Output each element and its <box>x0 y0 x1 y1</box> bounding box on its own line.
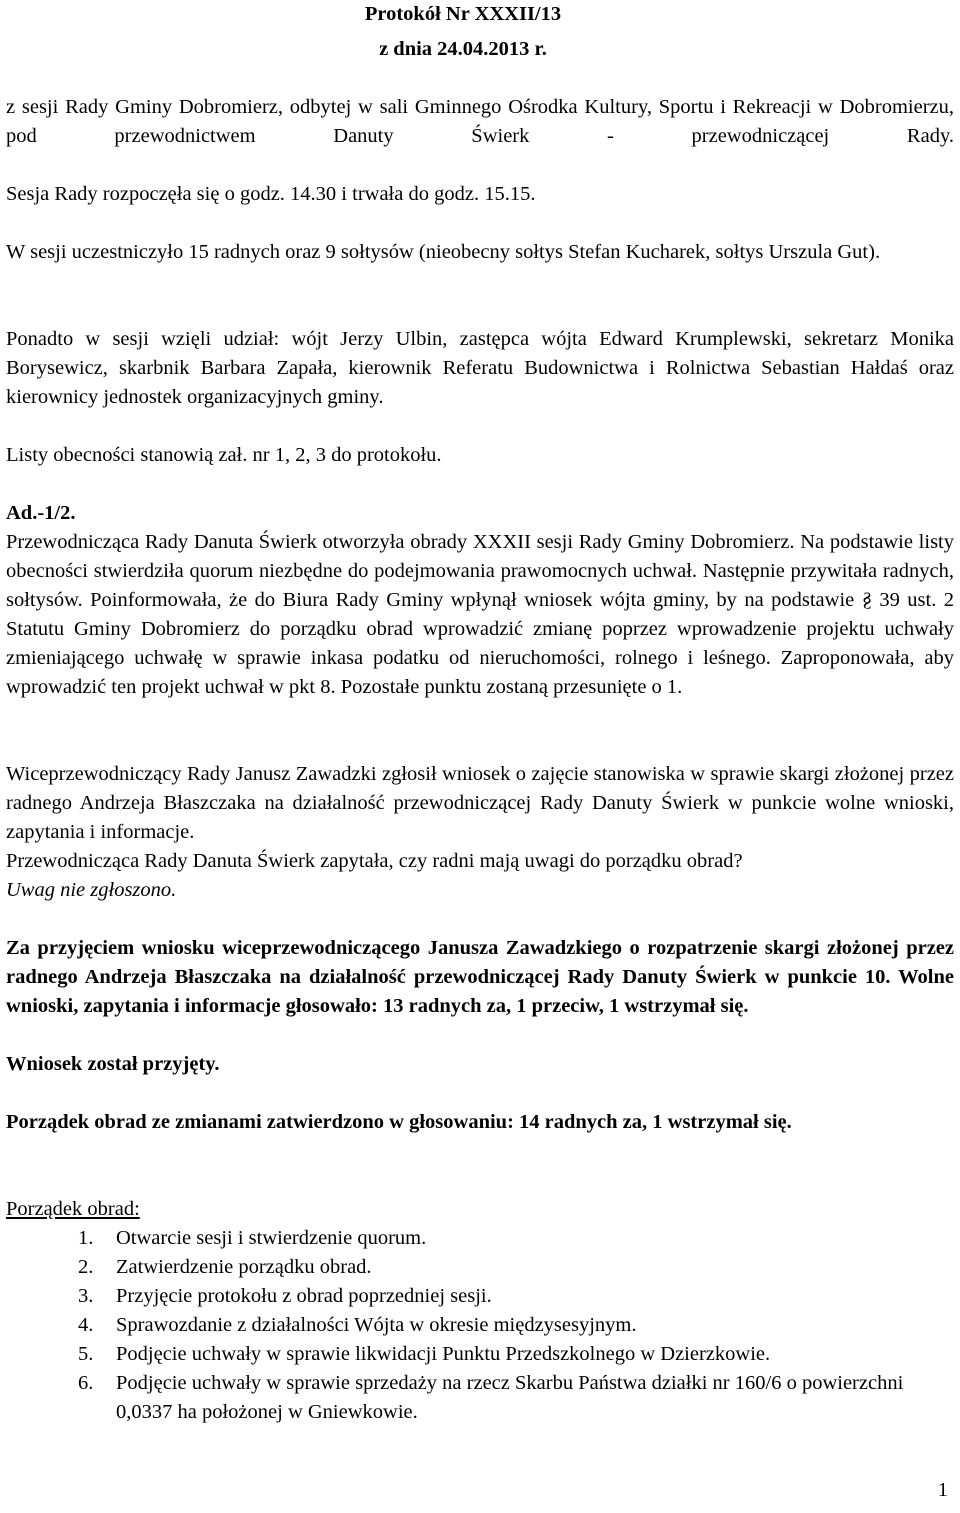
agenda-item-number: 6. <box>78 1372 94 1394</box>
remarks-note: Uwag nie zgłoszono. <box>6 879 177 901</box>
agenda-item-text: Otwarcie sesji i stwierdzenie quorum. <box>116 1227 427 1249</box>
agenda-item-text: Podjęcie uchwały w sprawie likwidacji Punktu Przedszkolnego w Dzierzkowie. <box>116 1343 771 1365</box>
agenda-item-number: 2. <box>78 1256 94 1278</box>
attendance-paragraph: W sesji uczestniczyło 15 radnych oraz 9 sołtysów (nieobecny sołtys Stefan Kucharek, sołtys Urszula Gut). <box>6 241 881 263</box>
agenda-item <box>78 1282 958 1311</box>
agenda-item-text: Podjęcie uchwały w sprawie sprzedaży na rzecz Skarbu Państwa działki nr 160/6 o powierzchni 0,0337 ha położonej w Gniewkowie. <box>116 1372 904 1423</box>
agenda-item-text: Zatwierdzenie porządku obrad. <box>116 1256 372 1278</box>
page-number: 1 <box>937 1479 948 1501</box>
opening-text-part1: Przewodnicząca Rady Danuta Świerk otworzyła obrady XXXII sesji Rady Gminy Dobromierz. Na podstawie listy obecności stwierdziła quorum niezbędne do podejmowania prawomocnych uchwał. Następnie przywitała radnych, sołtysów. Poinformowała, że do Biura Rady Gminy wpłynął wniosek wójta gminy, by na podstawie <box>6 531 954 611</box>
agenda-approval-paragraph: Porządek obrad ze zmianami zatwierdzono w głosowaniu: 14 radnych za, 1 wstrzymał się. <box>6 1111 792 1133</box>
opening-text-part2: 39 ust. 2 Statutu Gminy Dobromierz do porządku obrad wprowadzić zmianę poprzez wprowadzenie projektu uchwały zmieniającego uchwałę w sprawie inkasa podatku od nieruchomości, rolnego i leśnego. Zaproponowała, aby wprowadzić ten projekt uchwał w pkt 8. Pozostałe punktu zostaną przesunięte o 1. <box>6 589 954 698</box>
opening-paragraph <box>6 528 954 702</box>
motion-accepted-note: Wniosek został przyjęty. <box>6 1053 220 1075</box>
agenda-item-number: 1. <box>78 1227 94 1249</box>
motion-paragraph: Wiceprzewodniczący Rady Janusz Zawadzki zgłosił wniosek o zajęcie stanowiska w sprawie skargi złożonej przez radnego Andrzeja Błaszczaka na działalność przewodniczącej Rady Danuty Świerk w punkcie wolne wnioski, zapytania i informacje. <box>6 763 954 843</box>
agenda-item-number: 3. <box>78 1285 94 1307</box>
agenda-item <box>78 1369 958 1427</box>
session-time-paragraph: Sesja Rady rozpoczęła się o godz. 14.30 i trwała do godz. 15.15. <box>6 183 536 205</box>
agenda-heading: Porządek obrad: <box>6 1198 140 1220</box>
agenda-item-number: 5. <box>78 1343 94 1365</box>
document-title: Protokół Nr XXXII/13 <box>364 3 562 25</box>
guests-paragraph: Ponadto w sesji wzięli udział: wójt Jerzy Ulbin, zastępca wójta Edward Krumplewski, sekretarz Monika Borysewicz, skarbnik Barbara Zapała, kierownik Referatu Budownictwa i Rolnictwa Sebastian Hałdaś oraz kierownicy jednostek organizacyjnych gminy. <box>6 328 954 408</box>
section-heading-ad12: Ad.-1/2. <box>6 502 76 524</box>
vote-motion-paragraph: Za przyjęciem wniosku wiceprzewodniczącego Janusza Zawadzkiego o rozpatrzenie skargi złożonej przez radnego Andrzeja Błaszczaka na działalność przewodniczącej Rady Danuty Świerk w punkcie 10. Wolne wnioski, zapytania i informacje głosowało: 13 radnych za, 1 przeciw, 1 wstrzymał się. <box>6 937 954 1017</box>
agenda-item-number: 4. <box>78 1314 94 1336</box>
paragraph-symbol: § <box>861 589 872 611</box>
session-info-paragraph: z sesji Rady Gminy Dobromierz, odbytej w sali Gminnego Ośrodka Kultury, Sportu i Rekreacji w Dobromierzu, pod przewodnictwem Danuty Świerk - przewodniczącej Rady. <box>6 96 954 147</box>
attendance-lists-paragraph: Listy obecności stanowią zał. nr 1, 2, 3 do protokołu. <box>6 444 442 466</box>
agenda-list <box>78 1224 958 1427</box>
agenda-item-text: Sprawozdanie z działalności Wójta w okresie międzysesyjnym. <box>116 1314 637 1336</box>
agenda-item <box>78 1224 958 1253</box>
agenda-question-paragraph: Przewodnicząca Rady Danuta Świerk zapytała, czy radni mają uwagi do porządku obrad? <box>6 850 743 872</box>
agenda-item <box>78 1311 958 1340</box>
agenda-item <box>78 1340 958 1369</box>
agenda-item <box>78 1253 958 1282</box>
document-date: z dnia 24.04.2013 r. <box>379 38 547 60</box>
agenda-item-text: Przyjęcie protokołu z obrad poprzedniej sesji. <box>116 1285 492 1307</box>
